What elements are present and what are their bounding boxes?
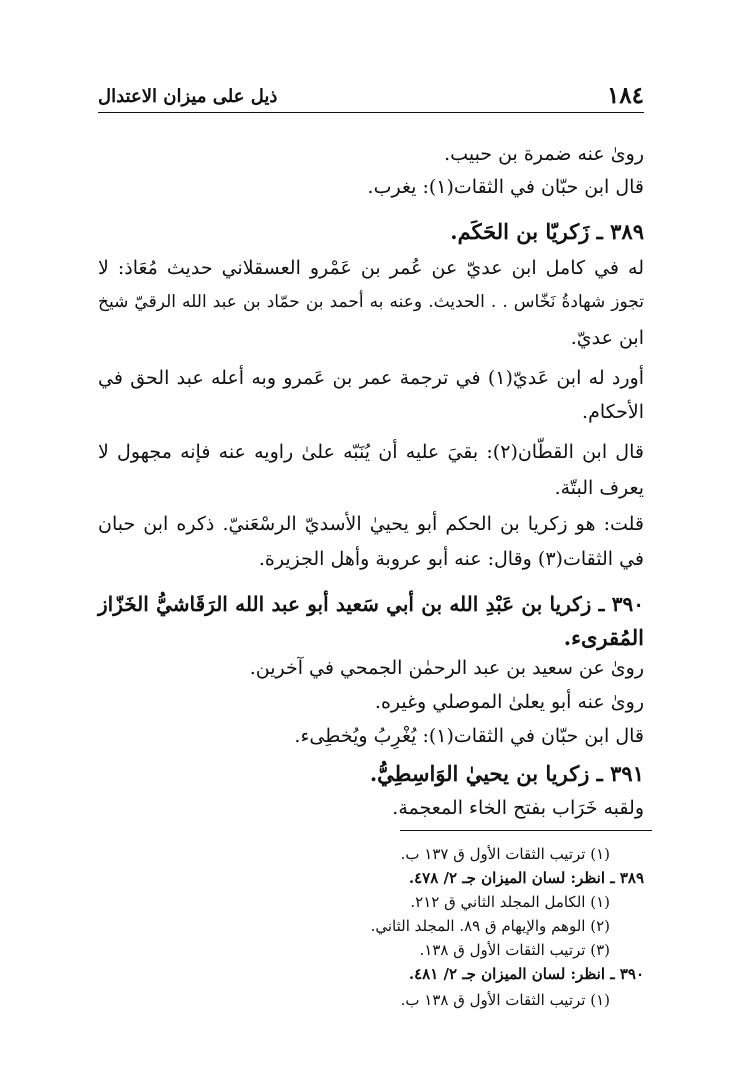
footnote-separator (400, 830, 652, 831)
body-line: له في كامل ابن عديّ عن عُمر بن عَمْرو العسقلاني حديث مُعَاذ: لا (98, 257, 644, 279)
entry-heading-390-cont: المُقرىء. (563, 625, 644, 650)
body-line: رویٰ عن سعيد بن عبد الرحمٰن الجمحي في آخرين. (249, 657, 644, 679)
footnote-reference-389: ٣٨٩ ـ انظر: لسان الميزان جـ ٢/ ٤٧٨. (408, 869, 644, 887)
footnote: (٣) ترتيب الثقات الأول ق ١٣٨. (419, 941, 610, 959)
page-header (98, 82, 644, 113)
body-line: قال ابن حبّان في الثقات(١): يغرب. (367, 176, 644, 198)
footnote: (٢) الوهم والإيهام ق ٨٩. المجلد الثاني. (370, 917, 610, 935)
footnote: (١) ترتيب الثقات الأول ق ١٣٨ ب. (400, 991, 610, 1009)
body-line: يعرف البتّة. (554, 477, 644, 499)
body-line: في الثقات(٣) وقال: عنه أبو عروبة وأهل الجزيرة. (258, 548, 644, 570)
body-line: ابن عديّ. (570, 327, 644, 349)
body-line: ولقبه خَرَاب بفتح الخاء المعجمة. (392, 797, 644, 819)
entry-heading-389: ٣٨٩ ـ زَكريّا بن الحَكَم. (450, 219, 644, 244)
body-line: الأحكام. (582, 401, 644, 423)
body-line: قلت: هو زكريا بن الحكم أبو يحييٰ الأسديّ الرسْعَنيّ. ذكره ابن حبان (98, 513, 644, 535)
footnote-reference-390: ٣٩٠ ـ انظر: لسان الميزان جـ ٢/ ٤٨١. (408, 965, 644, 983)
body-line: تجوز شهادةُ نَخّاس . . الحديث. وعنه به أحمد بن حمّاد بن عبد الله الرقيّ شيخ (98, 292, 644, 312)
body-line: أورد له ابن عَديّ(١) في ترجمة عمر بن عَمرو وبه أعله عبد الحق في (98, 367, 644, 389)
body-line: قال ابن القطّان(٢): بقيَ عليه أن يُنَبّه علىٰ راويه عنه فإنه مجهول لا (98, 441, 644, 463)
footnote: (١) ترتيب الثقات الأول ق ١٣٧ ب. (400, 845, 610, 863)
running-title: ذيل على ميزان الاعتدال (98, 86, 278, 107)
footnote: (١) الكامل المجلد الثاني ق ٢١٢. (410, 893, 610, 911)
body-line: رویٰ عنه أبو يعلىٰ الموصلي وغيره. (374, 691, 644, 713)
body-line: قال ابن حبّان في الثقات(١): يُغْرِبُ ويُخطِىء. (294, 725, 644, 747)
entry-heading-391: ٣٩١ ـ زكريا بن يحييٰ الوَاسِطِيُّ. (369, 761, 644, 786)
body-line: رویٰ عنه ضمرة بن حبيب. (444, 143, 644, 165)
entry-heading-390: ٣٩٠ ـ زكريا بن عَبْدِ الله بن أبي سَعيد أبو عبد الله الرَقَاشيُّ الخَزّاز (98, 592, 644, 616)
page-number: ١٨٤ (606, 82, 644, 109)
